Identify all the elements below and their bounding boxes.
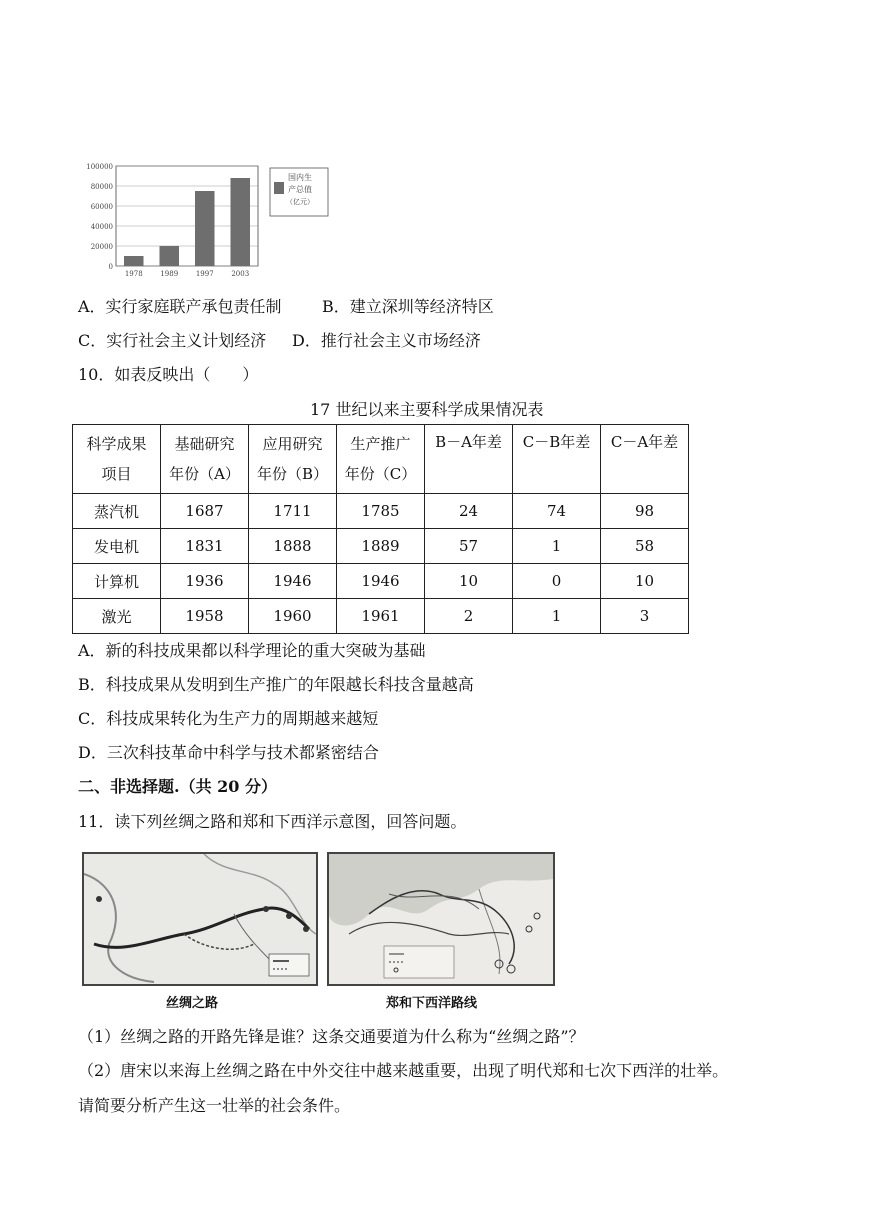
bar bbox=[159, 246, 179, 266]
science-achievements-table bbox=[72, 424, 689, 634]
y-tick-label: 100000 bbox=[86, 163, 113, 171]
y-tick-label: 80000 bbox=[90, 183, 113, 191]
x-tick-label: 1997 bbox=[195, 270, 214, 278]
table-cell: 发电机 bbox=[73, 529, 161, 564]
y-tick-label: 0 bbox=[108, 263, 113, 271]
y-tick-label: 40000 bbox=[90, 223, 113, 231]
table-cell: 1958 bbox=[161, 599, 249, 634]
table-cell: 24 bbox=[425, 494, 513, 529]
table-cell: 计算机 bbox=[73, 564, 161, 599]
bar bbox=[195, 191, 215, 266]
table-cell: 1785 bbox=[337, 494, 425, 529]
table-cell: 1 bbox=[513, 599, 601, 634]
chart-legend bbox=[270, 168, 328, 216]
q10-option-a: A．新的科技成果都以科学理论的重大突破为基础 bbox=[78, 641, 426, 660]
table-cell: 1946 bbox=[337, 564, 425, 599]
q10-option-b: B．科技成果从发明到生产推广的年限越长科技含量越高 bbox=[78, 675, 474, 694]
q11-stem: 11．读下列丝绸之路和郑和下西洋示意图，回答问题。 bbox=[78, 812, 467, 831]
x-tick-label: 1978 bbox=[124, 270, 143, 278]
legend-line-3: （亿元） bbox=[286, 198, 314, 206]
silk-road-map bbox=[82, 852, 318, 986]
legend-line-2: 产总值 bbox=[288, 185, 312, 194]
table-header-row bbox=[73, 425, 689, 494]
table-title: 17 世纪以来主要科学成果情况表 bbox=[310, 400, 544, 419]
table-cell: 98 bbox=[601, 494, 689, 529]
table-row bbox=[73, 529, 689, 564]
header-cell-project: 科学成果 项目 bbox=[73, 425, 161, 494]
table-cell: 1888 bbox=[249, 529, 337, 564]
y-tick-label: 20000 bbox=[90, 243, 113, 251]
q9-option-d: D．推行社会主义市场经济 bbox=[292, 331, 481, 350]
header-cell-applied-research: 应用研究 年份（B） bbox=[249, 425, 337, 494]
table-row bbox=[73, 564, 689, 599]
table-cell: 蒸汽机 bbox=[73, 494, 161, 529]
q10-stem: 10．如表反映出（ ） bbox=[78, 365, 259, 384]
table-cell: 0 bbox=[513, 564, 601, 599]
bar bbox=[230, 178, 250, 266]
table-cell: 1 bbox=[513, 529, 601, 564]
table-cell: 1946 bbox=[249, 564, 337, 599]
table-cell: 3 bbox=[601, 599, 689, 634]
table-cell: 激光 bbox=[73, 599, 161, 634]
table-cell: 1687 bbox=[161, 494, 249, 529]
map2-caption: 郑和下西洋路线 bbox=[386, 996, 478, 1011]
q10-option-c: C．科技成果转化为生产力的周期越来越短 bbox=[78, 709, 379, 728]
table-cell: 57 bbox=[425, 529, 513, 564]
q11-sub2-line1: （2）唐宋以来海上丝绸之路在中外交往中越来越重要，出现了明代郑和七次下西洋的壮举。 bbox=[78, 1061, 729, 1080]
table-cell: 1960 bbox=[249, 599, 337, 634]
q9-option-c: C．实行社会主义计划经济 bbox=[78, 331, 267, 350]
x-tick-label: 1989 bbox=[160, 270, 179, 278]
q10-option-d: D．三次科技革命中科学与技术都紧密结合 bbox=[78, 743, 379, 762]
bar bbox=[124, 256, 144, 266]
q11-sub1: （1）丝绸之路的开路先锋是谁？这条交通要道为什么称为“丝绸之路”？ bbox=[78, 1027, 585, 1046]
q9-option-b: B．建立深圳等经济特区 bbox=[322, 297, 494, 316]
section-heading: 二、非选择题.（共 20 分） bbox=[78, 777, 277, 796]
header-cell-ca: C－A年差 bbox=[601, 425, 689, 494]
table-cell: 1936 bbox=[161, 564, 249, 599]
table-cell: 10 bbox=[601, 564, 689, 599]
map1-caption: 丝绸之路 bbox=[166, 996, 219, 1011]
y-tick-label: 60000 bbox=[90, 203, 113, 211]
x-tick-label: 2003 bbox=[231, 270, 250, 278]
chart-bars bbox=[124, 178, 250, 266]
table-row bbox=[73, 494, 689, 529]
table-row bbox=[73, 599, 689, 634]
gdp-bar-chart bbox=[82, 160, 332, 282]
header-cell-cb: C－B年差 bbox=[513, 425, 601, 494]
header-cell-ba: B－A年差 bbox=[425, 425, 513, 494]
q11-sub2-line2: 请简要分析产生这一壮举的社会条件。 bbox=[78, 1096, 351, 1115]
table-cell: 58 bbox=[601, 529, 689, 564]
header-cell-basic-research: 基础研究 年份（A） bbox=[161, 425, 249, 494]
zheng-he-map bbox=[327, 852, 555, 986]
table-cell: 1961 bbox=[337, 599, 425, 634]
legend-line-1: 国内生 bbox=[288, 173, 312, 182]
table-cell: 1831 bbox=[161, 529, 249, 564]
table-cell: 1711 bbox=[249, 494, 337, 529]
silk-road-map-drawing bbox=[84, 854, 316, 984]
legend-swatch bbox=[274, 182, 284, 194]
header-cell-production: 生产推广 年份（C） bbox=[337, 425, 425, 494]
q9-option-a: A．实行家庭联产承包责任制 bbox=[78, 297, 282, 316]
zheng-he-map-drawing bbox=[329, 854, 553, 984]
table-cell: 1889 bbox=[337, 529, 425, 564]
table-cell: 74 bbox=[513, 494, 601, 529]
table-cell: 10 bbox=[425, 564, 513, 599]
table-cell: 2 bbox=[425, 599, 513, 634]
